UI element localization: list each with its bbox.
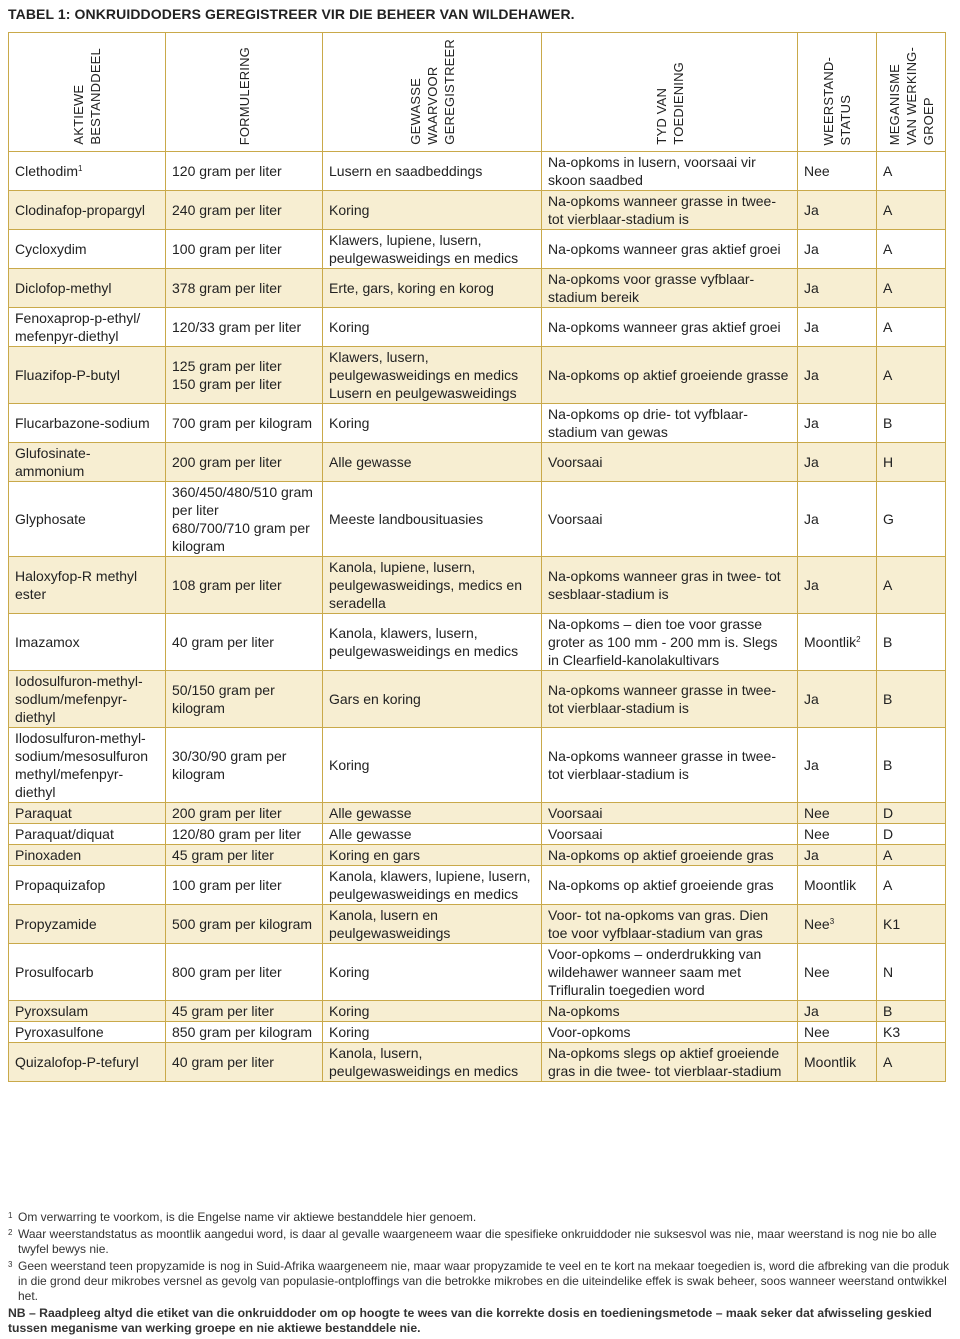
table-row — [9, 308, 946, 347]
cell-mode-of-action-group: A — [877, 191, 946, 230]
cell-application-time: Na-opkoms wanneer grasse in twee- tot vierblaar-stadium is — [542, 671, 798, 728]
cell-mode-of-action-group: G — [877, 482, 946, 557]
table-row — [9, 728, 946, 803]
footnote: 2 Waar weerstandstatus as moontlik aangedui word, is daar al gevalle waargeneem waar die spesifieke onkruiddoder nie suksesvol was nie, maar weerstand is nog nie bo alle twyfel bewys nie. — [8, 1227, 937, 1256]
cell-resistance-status: Ja — [798, 845, 877, 866]
cell-crops: Koring — [323, 308, 542, 347]
cell-crops: Alle gewasse — [323, 803, 542, 824]
cell-active-ingredient: Glufosinate-ammonium — [9, 443, 166, 482]
cell-crops: Koring — [323, 191, 542, 230]
cell-application-time: Voorsaai — [542, 803, 798, 824]
cell-mode-of-action-group: N — [877, 944, 946, 1001]
cell-application-time: Na-opkoms op aktief groeiende gras — [542, 845, 798, 866]
footnotes — [8, 1210, 952, 1336]
cell-application-time: Na-opkoms wanneer gras aktief groei — [542, 308, 798, 347]
table-row — [9, 152, 946, 191]
cell-application-time: Na-opkoms slegs op aktief groeiende gras in die twee- tot vierblaar-stadium — [542, 1043, 798, 1082]
table-row — [9, 482, 946, 557]
table-row — [9, 1043, 946, 1082]
cell-mode-of-action-group: K3 — [877, 1022, 946, 1043]
cell-mode-of-action-group: B — [877, 614, 946, 671]
nb-note: NB – Raadpleeg altyd die etiket van die onkruiddoder om op hoogte te wees van die korrekte dosis en toedieningsmetode – maak seker dat afwisseling geskied tussen meganisme van werking groepe en nie aktiewe bestanddele nie. — [8, 1306, 932, 1335]
table-row — [9, 614, 946, 671]
cell-mode-of-action-group: A — [877, 152, 946, 191]
table-row — [9, 803, 946, 824]
cell-active-ingredient: Paraquat — [9, 803, 166, 824]
cell-formulation: 40 gram per liter — [166, 1043, 323, 1082]
header-active-ingredient: AKTIEWE BESTANDDEEL — [9, 33, 166, 152]
cell-mode-of-action-group: D — [877, 824, 946, 845]
table-row — [9, 347, 946, 404]
cell-formulation: 240 gram per liter — [166, 191, 323, 230]
cell-formulation: 700 gram per kilogram — [166, 404, 323, 443]
cell-active-ingredient: Quizalofop-P-tefuryl — [9, 1043, 166, 1082]
cell-active-ingredient: Iodosulfuron-methyl-sodlum/mefenpyr-diethyl — [9, 671, 166, 728]
cell-crops: Meeste landbousituasies — [323, 482, 542, 557]
cell-formulation: 120/33 gram per liter — [166, 308, 323, 347]
cell-crops: Kanola, klawers, lusern, peulgewasweidings en medics — [323, 614, 542, 671]
cell-resistance-status: Ja — [798, 482, 877, 557]
cell-formulation: 120/80 gram per liter — [166, 824, 323, 845]
cell-mode-of-action-group: H — [877, 443, 946, 482]
cell-formulation: 200 gram per liter — [166, 803, 323, 824]
cell-mode-of-action-group: A — [877, 230, 946, 269]
table-row — [9, 443, 946, 482]
cell-mode-of-action-group: A — [877, 557, 946, 614]
cell-formulation: 800 gram per liter — [166, 944, 323, 1001]
cell-formulation: 45 gram per liter — [166, 1001, 323, 1022]
cell-resistance-status: Ja — [798, 671, 877, 728]
cell-resistance-status: Moontlik — [798, 1043, 877, 1082]
footnote-marker: 1 — [78, 164, 83, 173]
cell-active-ingredient: Pinoxaden — [9, 845, 166, 866]
cell-application-time: Na-opkoms wanneer grasse in twee- tot vierblaar-stadium is — [542, 728, 798, 803]
cell-resistance-status: Nee — [798, 803, 877, 824]
cell-active-ingredient: Imazamox — [9, 614, 166, 671]
cell-active-ingredient: Diclofop-methyl — [9, 269, 166, 308]
cell-formulation: 850 gram per kilogram — [166, 1022, 323, 1043]
cell-application-time: Na-opkoms wanneer grasse in twee- tot vierblaar-stadium is — [542, 191, 798, 230]
table-row — [9, 866, 946, 905]
cell-crops: Klawers, lusern, peulgewasweidings en medics Lusern en peulgewasweidings — [323, 347, 542, 404]
cell-formulation: 45 gram per liter — [166, 845, 323, 866]
cell-mode-of-action-group: K1 — [877, 905, 946, 944]
cell-active-ingredient: Propyzamide — [9, 905, 166, 944]
cell-resistance-status: Ja — [798, 191, 877, 230]
footnote-marker: 3 — [829, 917, 835, 926]
cell-active-ingredient: Propaquizafop — [9, 866, 166, 905]
cell-resistance-status: Ja — [798, 728, 877, 803]
cell-application-time: Na-opkoms — [542, 1001, 798, 1022]
cell-crops: Kanola, lusern en peulgewasweidings — [323, 905, 542, 944]
cell-crops: Erte, gars, koring en korog — [323, 269, 542, 308]
cell-formulation: 125 gram per liter 150 gram per liter — [166, 347, 323, 404]
cell-application-time: Na-opkoms voor grasse vyfblaar-stadium bereik — [542, 269, 798, 308]
cell-crops: Koring — [323, 404, 542, 443]
cell-active-ingredient: Clethodim$^1$ — [9, 152, 166, 191]
cell-crops: Kanola, lupiene, lusern, peulgewasweidings, medics en seradella — [323, 557, 542, 614]
cell-active-ingredient: Glyphosate — [9, 482, 166, 557]
cell-resistance-status: Nee — [798, 152, 877, 191]
cell-active-ingredient: Haloxyfop-R methyl ester — [9, 557, 166, 614]
cell-application-time: Na-opkoms – dien toe voor grasse groter as 100 mm - 200 mm is. Slegs in Clearfield-kanolakultivars — [542, 614, 798, 671]
cell-formulation: 200 gram per liter — [166, 443, 323, 482]
cell-active-ingredient: Clodinafop-propargyl — [9, 191, 166, 230]
cell-active-ingredient: Flucarbazone-sodium — [9, 404, 166, 443]
cell-resistance-status: Ja — [798, 230, 877, 269]
footnote-marker: 2 — [856, 635, 861, 644]
cell-formulation: 500 gram per kilogram — [166, 905, 323, 944]
cell-application-time: Na-opkoms op drie- tot vyfblaar-stadium van gewas — [542, 404, 798, 443]
header-mode-of-action-group: MEGANISME VAN WERKING- GROEP — [877, 33, 946, 152]
cell-formulation: 100 gram per liter — [166, 230, 323, 269]
cell-crops: Koring — [323, 728, 542, 803]
header-formulation: FORMULERING — [166, 33, 323, 152]
cell-mode-of-action-group: B — [877, 671, 946, 728]
cell-active-ingredient: Cycloxydim — [9, 230, 166, 269]
header-resistance-status: WEERSTAND- STATUS — [798, 33, 877, 152]
cell-active-ingredient: Ilodosulfuron-methyl-sodium/mesosulfuron methyl/mefenpyr-diethyl — [9, 728, 166, 803]
cell-resistance-status: Ja — [798, 347, 877, 404]
footnote: 1 Om verwarring te voorkom, is die Engelse name vir aktiewe bestanddele hier genoem. — [8, 1210, 477, 1224]
herbicide-table — [8, 32, 946, 1082]
cell-formulation: 40 gram per liter — [166, 614, 323, 671]
cell-application-time: Voor-opkoms — [542, 1022, 798, 1043]
cell-active-ingredient: Prosulfocarb — [9, 944, 166, 1001]
table-title: TABEL 1: ONKRUIDDODERS GEREGISTREER VIR DIE BEHEER VAN WILDEHAWER. — [8, 6, 575, 22]
cell-application-time: Voorsaai — [542, 824, 798, 845]
cell-active-ingredient: Paraquat/diquat — [9, 824, 166, 845]
table-row — [9, 404, 946, 443]
cell-crops: Koring — [323, 944, 542, 1001]
cell-crops: Kanola, klawers, lupiene, lusern, peulgewasweidings en medics — [323, 866, 542, 905]
cell-active-ingredient: Fenoxaprop-p-ethyl/ mefenpyr-diethyl — [9, 308, 166, 347]
cell-formulation: 108 gram per liter — [166, 557, 323, 614]
cell-application-time: Na-opkoms op aktief groeiende gras — [542, 866, 798, 905]
cell-formulation: 100 gram per liter — [166, 866, 323, 905]
cell-resistance-status: Ja — [798, 308, 877, 347]
cell-crops: Kanola, lusern, peulgewasweidings en medics — [323, 1043, 542, 1082]
table-row — [9, 944, 946, 1001]
table-row — [9, 230, 946, 269]
cell-mode-of-action-group: A — [877, 1043, 946, 1082]
cell-mode-of-action-group: A — [877, 845, 946, 866]
cell-resistance-status: Nee — [798, 824, 877, 845]
cell-resistance-status: Ja — [798, 404, 877, 443]
cell-mode-of-action-group: B — [877, 728, 946, 803]
cell-application-time: Na-opkoms in lusern, voorsaai vir skoon saadbed — [542, 152, 798, 191]
cell-resistance-status: Moontlik — [798, 866, 877, 905]
table-row — [9, 905, 946, 944]
table-row — [9, 1001, 946, 1022]
cell-application-time: Voorsaai — [542, 443, 798, 482]
cell-mode-of-action-group: A — [877, 308, 946, 347]
cell-formulation: 360/450/480/510 gram per liter 680/700/710 gram per kilogram — [166, 482, 323, 557]
cell-application-time: Na-opkoms op aktief groeiende grasse — [542, 347, 798, 404]
cell-crops: Lusern en saadbeddings — [323, 152, 542, 191]
table-row — [9, 824, 946, 845]
cell-active-ingredient: Pyroxasulfone — [9, 1022, 166, 1043]
cell-application-time: Na-opkoms wanneer gras in twee- tot sesblaar-stadium is — [542, 557, 798, 614]
cell-formulation: 120 gram per liter — [166, 152, 323, 191]
cell-resistance-status: Ja — [798, 269, 877, 308]
cell-resistance-status: Ja — [798, 443, 877, 482]
cell-resistance-status: Nee — [798, 944, 877, 1001]
cell-mode-of-action-group: A — [877, 866, 946, 905]
header-crops-registered: GEWASSE WAARVOOR GEREGISTREER — [323, 33, 542, 152]
cell-mode-of-action-group: B — [877, 404, 946, 443]
cell-resistance-status: Nee — [798, 1022, 877, 1043]
cell-crops: Gars en koring — [323, 671, 542, 728]
header-application-time: TYD VAN TOEDIENING — [542, 33, 798, 152]
cell-resistance-status: Nee$^3$ — [798, 905, 877, 944]
footnote: 3 Geen weerstand teen propyzamide is nog in Suid-Afrika waargeneem nie, maar waar propyzamide te veel en te kort na mekaar toegedien is, word die afbreking van die produk in die grond deur mikrobes versnel as gevolg van populasie-ontploffings van die betrokke mikrobes en die uiteindelike effek is swak beheer, soos wanneer weerstand ontwikkel het. — [8, 1259, 950, 1303]
table-row — [9, 671, 946, 728]
cell-mode-of-action-group: A — [877, 347, 946, 404]
table-row — [9, 557, 946, 614]
cell-crops: Klawers, lupiene, lusern, peulgewasweidings en medics — [323, 230, 542, 269]
cell-crops: Alle gewasse — [323, 443, 542, 482]
cell-crops: Koring — [323, 1001, 542, 1022]
cell-application-time: Voor-opkoms – onderdrukking van wildehawer wanneer saam met Trifluralin toegedien word — [542, 944, 798, 1001]
cell-formulation: 50/150 gram per kilogram — [166, 671, 323, 728]
table-row — [9, 845, 946, 866]
header-row — [9, 33, 946, 152]
cell-mode-of-action-group: A — [877, 269, 946, 308]
cell-crops: Alle gewasse — [323, 824, 542, 845]
cell-application-time: Voorsaai — [542, 482, 798, 557]
cell-crops: Koring en gars — [323, 845, 542, 866]
cell-active-ingredient: Pyroxsulam — [9, 1001, 166, 1022]
cell-resistance-status: Ja — [798, 1001, 877, 1022]
cell-active-ingredient: Fluazifop-P-butyl — [9, 347, 166, 404]
table-row — [9, 191, 946, 230]
cell-formulation: 378 gram per liter — [166, 269, 323, 308]
table-row — [9, 1022, 946, 1043]
cell-mode-of-action-group: B — [877, 1001, 946, 1022]
table-row — [9, 269, 946, 308]
cell-resistance-status: Ja — [798, 557, 877, 614]
table-body — [9, 152, 946, 1082]
cell-application-time: Na-opkoms wanneer gras aktief groei — [542, 230, 798, 269]
cell-formulation: 30/30/90 gram per kilogram — [166, 728, 323, 803]
cell-resistance-status: Moontlik$^2$ — [798, 614, 877, 671]
cell-crops: Koring — [323, 1022, 542, 1043]
cell-application-time: Voor- tot na-opkoms van gras. Dien toe voor vyfblaar-stadium van gras — [542, 905, 798, 944]
cell-mode-of-action-group: D — [877, 803, 946, 824]
